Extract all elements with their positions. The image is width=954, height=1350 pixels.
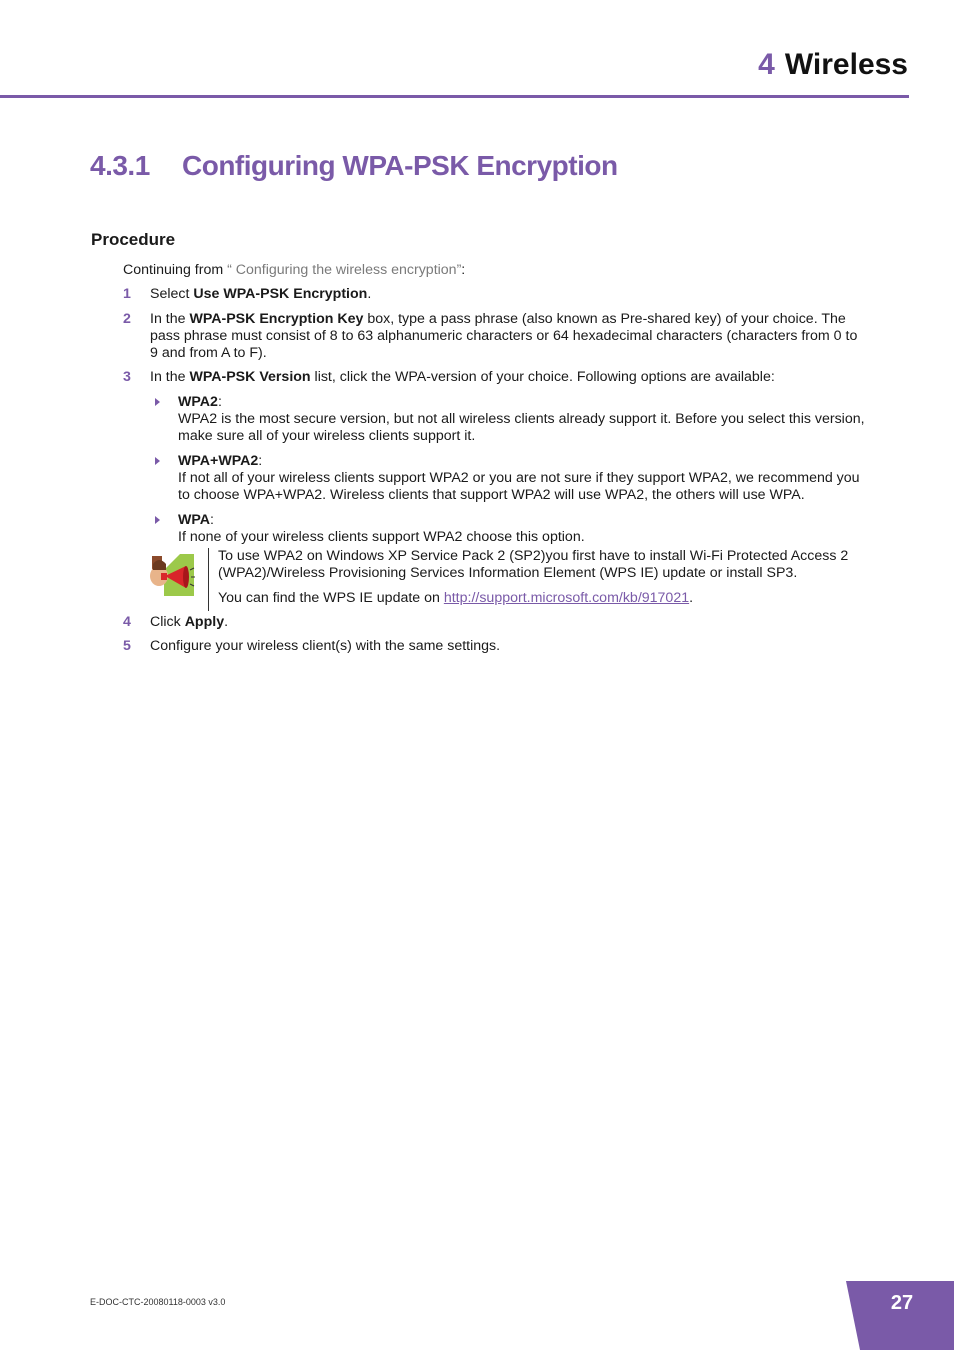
option-colon: : [210,511,214,528]
note-divider [208,548,209,611]
intro-line [123,262,868,279]
option-colon: : [217,393,222,410]
intro-xref[interactable]: “ Configuring the wireless encryption” [227,262,462,278]
note-box [150,548,868,607]
procedure-body [123,262,868,656]
option-name: WPA2 [178,393,218,410]
step-number: 2 [123,310,131,327]
bullet-arrow-icon [155,398,160,406]
step-number: 5 [123,638,131,655]
option-colon: : [258,452,263,469]
intro-suffix: : [461,262,466,278]
step-text: list, click the WPA-version of your choice. Following options are available: [310,369,775,386]
step-bold: Apply [184,614,225,631]
chapter-heading [758,48,908,82]
step-text: box, type a pass phrase (also known as Pre-shared key) of your choice. The pass phrase must consist of 8 to 63 alphanumeric characters or 64 hexadecimal characters (characters from 0 to 9 and from A to F). [150,310,858,362]
procedure-heading: Procedure [91,230,176,249]
intro-prefix: Continuing from [123,262,228,278]
step-number: 4 [123,614,131,631]
step-bold: WPA-PSK Encryption Key [189,310,364,327]
option-wpa2 [150,394,868,446]
option-desc: If none of your wireless clients support WPA2 choose this option. [178,528,585,545]
step-text: In the [150,310,190,327]
note-text: To use WPA2 on Windows XP Service Pack 2 (SP2)you first have to install Wi-Fi Protected Access 2 (WPA2)/Wireless Provisioning Services Information Element (WPS IE) update or install SP3. [218,548,849,582]
step-text: Configure your wireless client(s) with the same settings. [150,638,501,655]
step-number: 1 [123,286,131,303]
page-number: 27 [890,1292,914,1314]
bullet-arrow-icon [155,457,160,465]
chapter-title: Wireless [784,48,908,81]
option-wpa-wpa2 [150,453,868,505]
step-text: Click [150,614,185,631]
bullet-arrow-icon [155,516,160,524]
section-number: 4.3.1 [90,150,150,181]
megaphone-icon [150,552,196,598]
note-text: You can find the WPS IE update on [218,589,444,606]
step-text: Select [150,286,194,303]
option-name: WPA+WPA2 [178,452,259,469]
step-4 [123,614,868,631]
option-wpa [150,512,868,547]
step-text: . [224,614,229,631]
section-title: Configuring WPA-PSK Encryption [182,150,618,181]
header-rule [0,95,909,98]
step-5 [123,638,868,655]
step-text: In the [150,369,190,386]
step-bold: Use WPA-PSK Encryption [193,286,368,303]
doc-id: E-DOC-CTC-20080118-0003 v3.0 [90,1297,226,1307]
step-number: 3 [123,369,131,386]
step-2 [123,311,868,363]
step-3 [123,369,868,546]
kb-link[interactable]: http://support.microsoft.com/kb/917021 [443,589,690,606]
note-link-line [218,590,868,607]
step-text: . [367,286,372,303]
option-name: WPA [178,511,211,528]
option-desc: If not all of your wireless clients support WPA2 or you are not sure if they support WPA2, we recommend you to choose WPA+WPA2. Wireless clients that support WPA2 will use WPA2, the others will use WPA. [178,469,860,504]
section-heading [90,150,618,182]
note-text: . [689,589,694,606]
step-1 [123,286,868,303]
option-desc: WPA2 is the most secure version, but not all wireless clients already support it. Before you select this version, make sure all of your wireless clients support it. [178,411,865,445]
step-bold: WPA-PSK Version [189,369,311,386]
chapter-number: 4 [758,48,775,81]
